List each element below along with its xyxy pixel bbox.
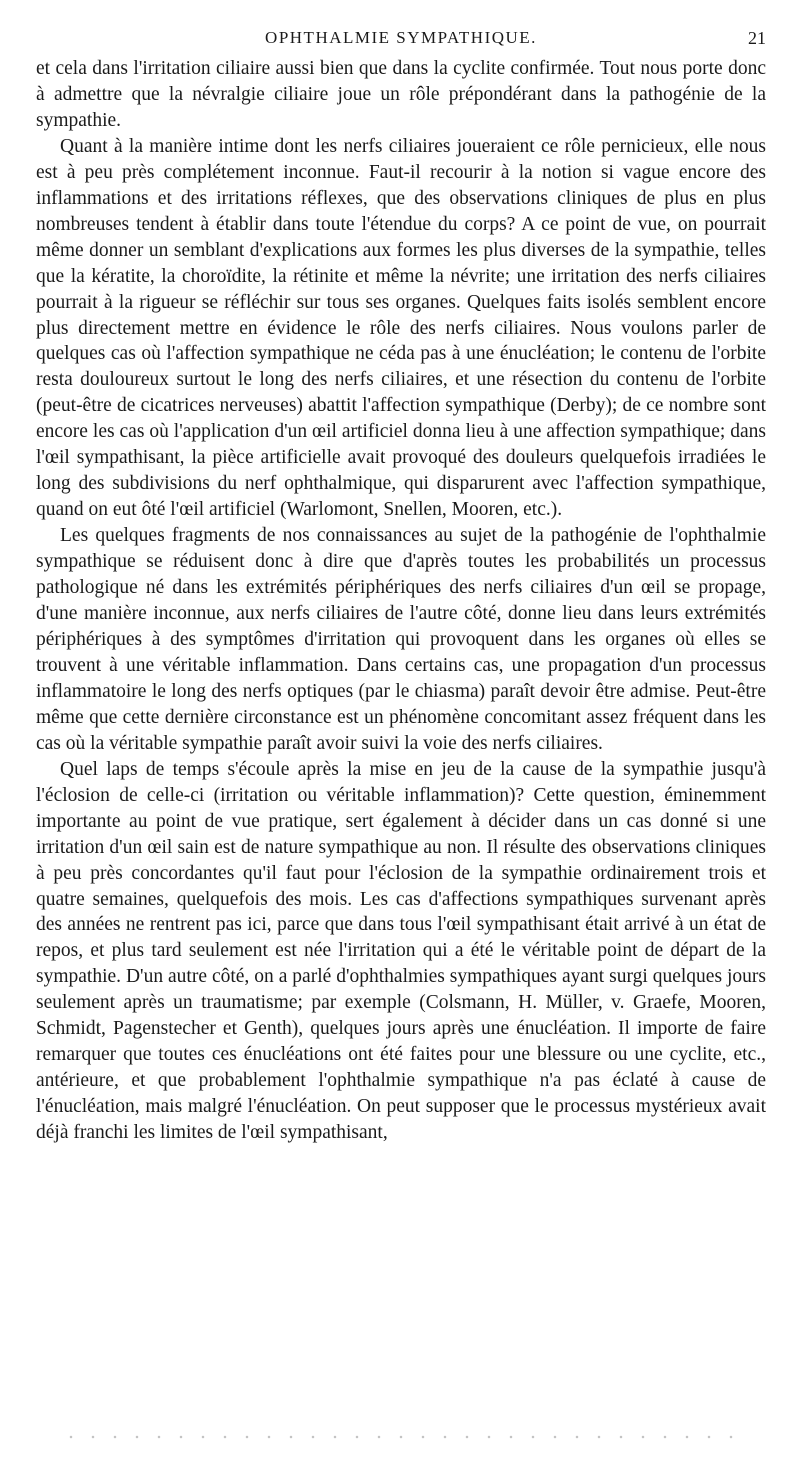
print-bleed-marks bbox=[60, 1434, 740, 1440]
running-title: OPHTHALMIE SYMPATHIQUE. bbox=[265, 28, 537, 47]
book-page bbox=[36, 28, 766, 1146]
paragraph: Quant à la manière intime dont les nerfs ciliaires joueraient ce rôle pernicieux, elle nous est à peu près complétement inconnue. Faut-il recourir à la notion si vague encore des inflammations et des irritations réflexes, que des observations cliniques de plus en plus nombreuses tendent à établir dans toute l'étendue du corps? A ce point de vue, on pourrait même donner un semblant d'explications aux formes les plus diverses de la sympathie, telles que la kératite, la choroïdite, la rétinite et même la névrite; une irritation des nerfs ciliaires pourrait à la rigueur se réfléchir sur tous ses organes. Quelques faits isolés semblent encore plus directement mettre en évidence le rôle des nerfs ciliaires. Nous voulons parler de quelques cas où l'affection sympathique ne céda pas à une énucléation; le contenu de l'orbite resta douloureux surtout le long des nerfs ciliaires, et une résection du contenu de l'orbite (peut-être de cicatrices nerveuses) abattit l'affection sympathique (Derby); de ce nombre sont encore les cas où l'application d'un œil artificiel donna lieu à une affection sympathique; dans l'œil sympathisant, la pièce artificielle avait provoqué des douleurs quelquefois irradiées le long des subdivisions du nerf ophthalmique, qui disparurent avec l'affection sympathique, quand on eut ôté l'œil artificiel (Warlomont, Snellen, Mooren, etc.). bbox=[36, 135, 766, 521]
body-text bbox=[36, 56, 766, 1146]
running-header bbox=[36, 28, 766, 56]
paragraph: Quel laps de temps s'écoule après la mise en jeu de la cause de la sympathie jusqu'à l'éclosion de celle-ci (irritation ou véritable inflammation)? Cette question, éminemment importante au point de vue pratique, sert également à décider dans un cas donné si une irritation d'un œil sain est de nature sympathique au non. Il résulte des observations cliniques à peu près concordantes qu'il faut pour l'éclosion de la sympathie ordinairement trois et quatre semaines, quelquefois des mois. Les cas d'affections sympathiques survenant après des années ne rentrent pas ici, parce que dans tous l'œil sympathisant était arrivé à un état de repos, et plus tard seulement est née l'irritation qui a été le véritable point de départ de la sympathie. D'un autre côté, on a parlé d'ophthalmies sympathiques ayant surgi quelques jours seulement après un traumatisme; par exemple (Colsmann, H. Müller, v. Graefe, Mooren, Schmidt, Pagenstecher et Genth), quelques jours après une énucléation. Il importe de faire remarquer que toutes ces énucléations ont été faites pour une blessure ou une cyclite, etc., antérieure, et que probablement l'ophthalmie sympathique n'a pas éclaté à cause de l'énucléation, mais malgré l'énucléation. On peut supposer que le processus mystérieux avait déjà franchi les limites de l'œil sympathisant, bbox=[36, 758, 766, 1144]
paragraph-continuation: et cela dans l'irritation ciliaire aussi bien que dans la cyclite confirmée. Tout nous porte donc à admettre que la névralgie ciliaire joue un rôle prépondérant dans la pathogénie de la sympathie. bbox=[36, 58, 766, 131]
page-number: 21 bbox=[748, 28, 766, 48]
paragraph: Les quelques fragments de nos connaissances au sujet de la pathogénie de l'ophthalmie sympathique se réduisent donc à dire que d'après toutes les probabilités un processus pathologique né dans les extrémités périphériques des nerfs ciliaires d'un œil se propage, d'une manière inconnue, aux nerfs ciliaires de l'autre côté, donne lieu dans leurs extrémités périphériques à des symptômes d'irritation qui provoquent dans les organes où elles se trouvent à une véritable inflammation. Dans certains cas, une propagation d'un processus inflammatoire le long des nerfs optiques (par le chiasma) paraît devoir être admise. Peut-être même que cette dernière circonstance est un phénomène concomitant assez fréquent dans les cas où la véritable sympathie paraît avoir suivi la voie des nerfs ciliaires. bbox=[36, 525, 766, 754]
